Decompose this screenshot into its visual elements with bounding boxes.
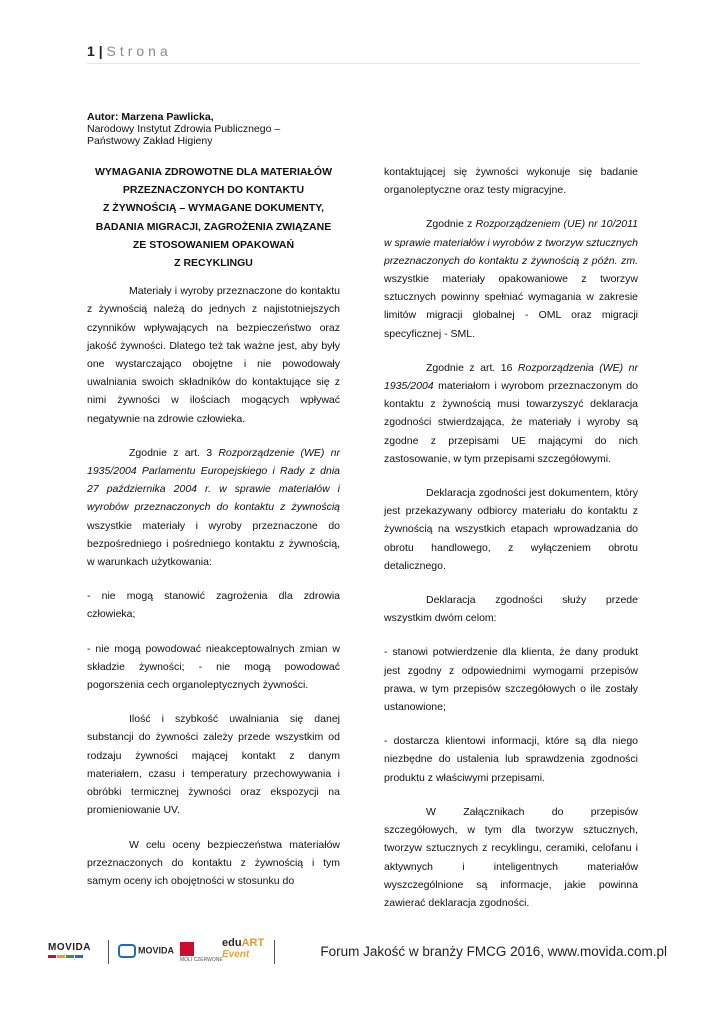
movida-secondary-logo-text: MOVIDA	[138, 945, 174, 956]
title-line: Z RECYKLINGU	[174, 257, 253, 270]
author-institution-2: Państwowy Zakład Higieny	[87, 135, 213, 147]
eduart-logo-edu: edu	[222, 937, 242, 949]
regulation-citation: Rozporządzeniem (UE) nr 10/2011 w sprawie materiałów i wyrobów z tworzyw sztucznych przeznaczonych do kontaktu z żywnością z późn. zm.	[384, 218, 639, 267]
author-block	[87, 111, 280, 147]
page-number: 1	[87, 43, 95, 59]
left-column	[87, 163, 340, 906]
moli-logo-text: MOLI CZERWONE	[180, 957, 223, 963]
title-line: WYMAGANIA ZDROWOTNE DLA MATERIAŁÓW	[95, 166, 332, 178]
movida-mark-icon	[118, 944, 136, 958]
movida-logo	[48, 942, 91, 958]
article-title	[87, 163, 340, 272]
title-line: BADANIA MIGRACJI, ZAGROŻENIA ZWIĄZANE	[95, 220, 332, 233]
red-square-icon	[180, 942, 194, 956]
paragraph	[87, 444, 340, 571]
movida-secondary-logo	[118, 944, 174, 958]
title-line: Z ŻYWNOŚCIĄ – WYMAGANE DOKUMENTY,	[102, 202, 325, 215]
paragraph: Ilość i szybkość uwalniania się danej substancji do żywności zależy przede wszystkim od rodzaju żywności mającej kontakt z danym materiałem, czasu i temperatury przechowywania i obróbki termicznej żywności oraz ekspozycji na promieniowanie UV.	[87, 713, 340, 817]
paragraph: Deklaracja zgodności jest dokumentem, który jest przekazywany odbiorcy materiału do kontaktu z żywnością na wszystkich etapach wprowadzania do obrotu handlowego, z wyłączeniem obrotu detalicznego.	[384, 487, 638, 572]
logo-divider	[274, 940, 275, 964]
footer-text: Forum Jakość w branży FMCG 2016, www.movida.com.pl	[320, 944, 667, 959]
title-line: ZE STOSOWANIEM OPAKOWAŃ	[132, 238, 295, 251]
paragraph	[384, 215, 638, 342]
page-footer	[0, 936, 725, 976]
eduart-logo-art: ART	[241, 937, 265, 949]
list-item: - stanowi potwierdzenie dla klienta, że dany produkt jest zgodny z odpowiednimi wymogami przepisów prawa, w tym przepisów szczegółowych o ile zostały ustanowione;	[384, 646, 638, 714]
author-institution: Narodowy Instytut Zdrowia Publicznego –	[87, 123, 281, 135]
logo-divider	[108, 940, 109, 964]
eduart-logo-event: Event	[222, 949, 250, 960]
movida-color-bar	[48, 955, 91, 958]
author-name: Autor: Marzena Pawlicka,	[87, 111, 214, 123]
eduart-event-logo	[222, 938, 264, 960]
list-item: - nie mogą powodować nieakceptowalnych zmian w składzie żywności; - nie mogą powodować pogorszenia cech organoleptycznych żywności.	[87, 642, 340, 692]
paragraph: Materiały i wyroby przeznaczone do kontaktu z żywnością należą do jednych z najistotniejszych czynników wpływających na bezpieczeństwo oraz jakość żywności. Dlatego też tak ważne jest, aby były one wystarczająco obojętne i nie powodowały uwalniania swoich składników do kontaktujące się z nimi żywności w ilościach mogących wpływać negatywnie na zdrowie człowieka.	[87, 285, 340, 425]
header-divider	[87, 63, 640, 64]
moli-logo	[180, 942, 223, 964]
page-word: Strona	[106, 43, 172, 59]
movida-logo-text: MOVIDA	[48, 942, 91, 953]
title-line: PRZEZNACZONYCH DO KONTAKTU	[122, 184, 305, 197]
paragraph: Deklaracja zgodności służy przede wszystkim dwóm celom:	[384, 594, 638, 625]
list-item: - nie mogą stanowić zagrożenia dla zdrowia człowieka;	[87, 590, 340, 621]
right-column	[384, 163, 638, 928]
list-item: - dostarcza klientowi informacji, które są dla niego niezbędne do ustalenia lub sprawdzenia zgodności produktu z właściwymi przepisami.	[384, 735, 638, 784]
text-run: Zgodnie z	[426, 218, 476, 231]
regulation-citation: Rozporządzenie (WE) nr 1935/2004 Parlamentu Europejskiego i Rady z dnia 27 października 2004 r. w sprawie materiałów i wyrobów przeznaczonych do kontaktu z żywnością	[87, 446, 340, 514]
text-run: wszystkie materiały opakowaniowe z tworzyw sztucznych powinny spełniać wymagania w zakresie limitów migracji globalnej - OML oraz migracji specyficznej - SML.	[384, 273, 638, 340]
text-run: Zgodnie z art. 16	[426, 361, 518, 374]
text-run: wszystkie materiały i wyroby przeznaczone do bezpośredniego i pośredniego kontaktu z żywnością, w warunkach użytkowania:	[87, 519, 340, 569]
paragraph: kontaktującej się żywności wykonuje się badanie organoleptyczne oraz testy migracyjne.	[384, 166, 638, 197]
paragraph: W celu oceny bezpieczeństwa materiałów przeznaczonych do kontaktu z żywnością i tym samym oceny ich obojętności w stosunku do	[87, 838, 340, 887]
text-run: materiałom i wyrobom przeznaczonym do kontaktu z żywnością musi towarzyszyć deklaracja zgodności stwierdzająca, że materiały i wyroby są zgodne z przepisami UE mającymi do nich zastosowanie, w tym przepisami szczegółowymi.	[384, 380, 638, 465]
header-separator: |	[98, 43, 103, 59]
paragraph: W Załącznikach do przepisów szczegółowych, w tym dla tworzyw sztucznych, tworzyw sztucznych z recyklingu, ceramiki, celofanu i aktywnych i inteligentnych materiałów wyszczególnione są informacje, jakie powinna zawierać deklaracja zgodności.	[384, 805, 638, 909]
text-run: Zgodnie z art. 3	[129, 446, 219, 459]
regulation-citation: Rozporządzenia (WE) nr 1935/2004	[384, 361, 638, 393]
paragraph	[384, 359, 638, 468]
page-header	[87, 43, 172, 59]
